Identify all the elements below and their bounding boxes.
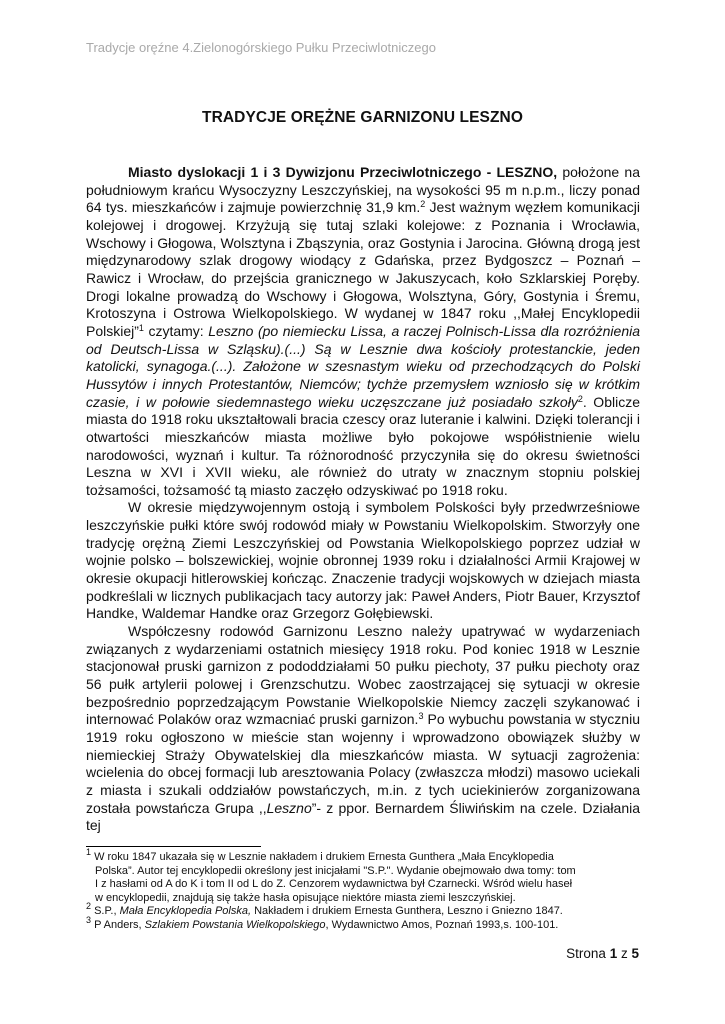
footnote-1-line-1: W roku 1847 ukazała się w Lesznie nakładem i drukiem Ernesta Gunthera „Mała Encyklopedia bbox=[91, 851, 554, 863]
footnote-3-text-b: , Wydawnictwo Amos, Poznań 1993,s. 100-101. bbox=[325, 918, 559, 931]
encyclopedia-quote: Leszno (po niemiecku Lissa, a raczej Polnisch-Lissa dla rozróżnienia od Deutsch-Lissa w Szląsku).(...) Są w Lesznie dwa kościoły protestanckie, jeden katolicki, synagoga.(...). Założone w szesnastym wieku od przechodzących do Polski Hussytów i innych Protestantów, Niemców; tychże przemysłem wzniosło się w krótkim czasie, i w połowie siedemnastego wieku uczęszczane już posiadało szkoły bbox=[86, 322, 640, 410]
footnote-2 bbox=[86, 901, 640, 919]
footnote-2-text-a: S.P., bbox=[91, 905, 120, 918]
total-pages: 5 bbox=[631, 946, 639, 961]
paragraph-3-text-c: ”- z ppor. Bernardem Śliwińskim na czele. Działania tej bbox=[86, 799, 640, 834]
running-header: Tradycje oręźne 4.Zielonogórskiego Pułku Przeciwlotniczego bbox=[86, 40, 436, 55]
footnotes bbox=[86, 847, 640, 933]
footnote-1 bbox=[86, 847, 640, 865]
footnote-marker: 3 bbox=[86, 914, 92, 925]
footnote-ref: 2 bbox=[577, 393, 583, 404]
paragraph-3-text-a: Współczesny rodowód Garnizonu Leszno należy upatrywać w wydarzeniach związanych z wydarzeniami ostatnich miesięcy 1918 roku. Pod koniec 1918 w Lesznie stacjonował pruski garnizon z pododdziałami 50 pułku piechoty, 37 pułku piechoty oraz 56 pułk artylerii polowej i Grenzschutzu. Wobec zaostrzającej się sytuacji w okresie bezpośrednio poprzedzającym Powstanie Wielkopolskie Niemcy zaczęli szykanować i internować Polaków oraz wzmacniać pruski garnizon. bbox=[86, 623, 640, 728]
footnote-ref: 2 bbox=[420, 199, 426, 210]
document-body bbox=[86, 164, 640, 835]
footnote-2-text-b: Nakładem i drukiem Ernesta Gunthera, Leszno i Gniezno 1847. bbox=[251, 905, 563, 918]
footnote-3 bbox=[86, 914, 640, 933]
paragraph-2: W okresie międzywojennym ostoją i symbolem Polskości były przedwrześniowe leszczyńskie pułki które swój rodowód miały w Powstaniu Wielkopolskim. Stworzyły one tradycję orężną Ziemi Leszczyńskiej od Powstania Wielkopolskiego poprzez udział w wojnie polsko – bolszewickiej, wojnie obronnej 1939 roku i działalności Armii Krajowej w okresie okupacji hitlerowskiej kończąc. Znaczenie tradycji wojskowych w dziejach miasta podkreślali w licznych publikacjach tacy autorzy jak: Paweł Anders, Piotr Bauer, Krzysztof Handke, Waldemar Handke oraz Grzegorz Gołębiewski. bbox=[86, 499, 640, 622]
page-number bbox=[566, 946, 639, 961]
footnote-2-title: Mała Encyklopedia Polska, bbox=[119, 905, 252, 918]
paragraph-1-text-a: położone na południowym krańcu Wysoczyzny Leszczyńskiej, na wysokości 95 m n.p.m., liczy ponad 64 tys. mieszkańców i zajmuje powierzchnię 31,9 km. bbox=[86, 164, 640, 216]
footnote-3-text-a: P Anders, bbox=[91, 918, 145, 931]
document-title: TRADYCJE ORĘŻNE GARNIZONU LESZNO bbox=[202, 109, 523, 126]
paragraph-3-text-b: Po wybuchu powstania w styczniu 1919 roku ogłoszono w mieście stan wojenny i wprowadzono obowiązek służby w niemieckiej Straży Obywatelskiej dla mieszkańców miasta. W sytuacji zagrożenia: wcielenia do obcej formacji lub aresztowania Polacy (zwłaszcza młodzi) masowo uciekali z miasta i szukali oddziałów powstańczych, m.in. z tych uciekinierów zorganizowana została powstańcza Grupa ,, bbox=[86, 711, 640, 816]
footnote-1-line-3: I z hasłami od A do K i tom II od L do Z. Cenzorem wydawnictwa był Czarnecki. Wśród wielu haseł bbox=[95, 878, 573, 891]
page-of: z bbox=[620, 946, 628, 961]
paragraph-3 bbox=[86, 623, 640, 835]
paragraph-1-lead: Miasto dyslokacji 1 i 3 Dywizjonu Przeciwlotniczego - LESZNO, bbox=[128, 164, 558, 180]
paragraph-1-text-d: . Oblicze miasta do 1918 roku ukształtowali bracia czescy oraz luteranie i kalwini. Dzięki tolerancji i otwartości mieszkańców miasta możliwe było pokojowe współistnienie wielu narodowości, wyznań i kultur. Ta różnorodność przyczyniła się do okresu świetności Leszna w XVI i XVII wieku, ale również do utraty w znacznym stopniu polskiej tożsamości, tożsamość tą miasto zaczęło odzyskiwać po 1918 roku. bbox=[86, 393, 640, 498]
footnote-marker: 1 bbox=[86, 847, 92, 857]
footnote-3-title: Szlakiem Powstania Wielkopolskiego bbox=[144, 918, 326, 931]
footnote-ref: 3 bbox=[418, 711, 424, 722]
paragraph-1 bbox=[86, 164, 640, 499]
current-page: 1 bbox=[609, 946, 618, 961]
paragraph-1-text-c: czytamy: bbox=[143, 322, 209, 339]
paragraph-1-text-b: Jest ważnym węzłem komunikacji kolejowej i drogowej. Krzyżują się tutaj szlaki kolejowe: z Poznania i Wrocławia, Wschowy i Głogowa, Wolsztyna i Zbąszynia, oraz Gostynia i Jarocina. Główną drogą jest międzynarodowy szlak drogowy wiodący z Gdańska, przez Bydgoszcz – Poznań – Rawicz i Wrocław, do przejścia granicznego w Jakuszycach, koło Szklarskiej Poręby. Drogi lokalne prowadzą do Wschowy i Głogowa, Wolsztyna, Góry, Gostynia i Śremu, Krotoszyna i Ostrowa Wielkopolskiego. W wydanej w 1847 roku ,,Małej Encyklopedii Polskiej” bbox=[86, 199, 641, 339]
footnote-ref: 1 bbox=[138, 322, 144, 333]
group-name: Leszno bbox=[266, 799, 312, 816]
page-label: Strona bbox=[566, 946, 606, 961]
footnote-1-line-4: w encyklopedii, znajdują się także hasła opisujące niektóre miasta ziemi leszczyńskiej. bbox=[95, 891, 516, 904]
footnote-marker: 2 bbox=[86, 901, 92, 912]
footnote-1-line-2: Polska”. Autor tej encyklopedii określony jest inicjałami "S.P.". Wydanie obejmowało dwa tomy: tom bbox=[95, 864, 576, 877]
footnote-separator bbox=[86, 846, 261, 847]
